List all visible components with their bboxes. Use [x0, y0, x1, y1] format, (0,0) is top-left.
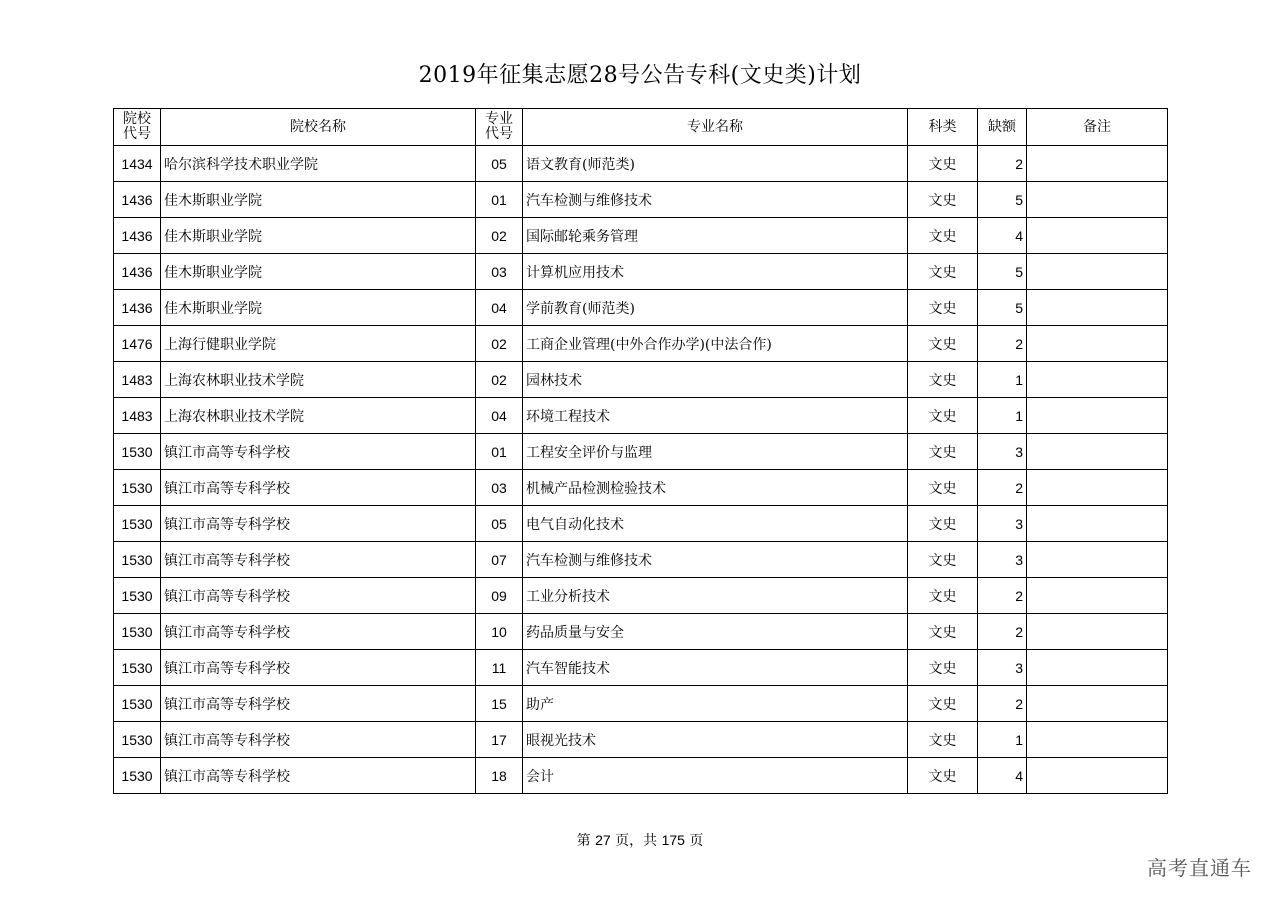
cell-note — [1027, 218, 1168, 254]
cell-school-code: 1530 — [114, 434, 161, 470]
cell-category: 文史 — [908, 146, 978, 182]
table-row — [114, 686, 1168, 722]
table-row — [114, 578, 1168, 614]
cell-category: 文史 — [908, 362, 978, 398]
header-vacancy: 缺额 — [978, 109, 1027, 146]
cell-school-code: 1436 — [114, 182, 161, 218]
table-row — [114, 434, 1168, 470]
table-row — [114, 254, 1168, 290]
cell-vacancy: 2 — [978, 614, 1027, 650]
cell-school-code: 1530 — [114, 506, 161, 542]
cell-major-code: 05 — [476, 506, 523, 542]
cell-school-name: 佳木斯职业学院 — [161, 254, 476, 290]
cell-vacancy: 3 — [978, 506, 1027, 542]
table-row — [114, 722, 1168, 758]
cell-major-name: 语文教育(师范类) — [523, 146, 908, 182]
cell-major-name: 汽车检测与维修技术 — [523, 182, 908, 218]
table-row — [114, 506, 1168, 542]
cell-major-name: 工业分析技术 — [523, 578, 908, 614]
cell-school-code: 1436 — [114, 218, 161, 254]
cell-vacancy: 1 — [978, 398, 1027, 434]
cell-category: 文史 — [908, 254, 978, 290]
watermark: 高考直通车 — [1147, 856, 1252, 880]
cell-major-name: 会计 — [523, 758, 908, 794]
header-school-code — [114, 109, 161, 146]
cell-vacancy: 2 — [978, 686, 1027, 722]
cell-vacancy: 5 — [978, 254, 1027, 290]
cell-vacancy: 3 — [978, 434, 1027, 470]
cell-major-code: 04 — [476, 290, 523, 326]
header-note: 备注 — [1027, 109, 1168, 146]
table-header-row — [114, 109, 1168, 146]
cell-category: 文史 — [908, 398, 978, 434]
cell-major-name: 学前教育(师范类) — [523, 290, 908, 326]
cell-note — [1027, 650, 1168, 686]
cell-major-code: 01 — [476, 434, 523, 470]
cell-school-name: 哈尔滨科学技术职业学院 — [161, 146, 476, 182]
footer-middle: 页，共 — [615, 833, 658, 849]
cell-note — [1027, 146, 1168, 182]
cell-major-code: 18 — [476, 758, 523, 794]
cell-school-code: 1436 — [114, 254, 161, 290]
cell-major-name: 园林技术 — [523, 362, 908, 398]
cell-note — [1027, 722, 1168, 758]
cell-category: 文史 — [908, 218, 978, 254]
cell-major-code: 15 — [476, 686, 523, 722]
table-row — [114, 290, 1168, 326]
page-footer — [0, 830, 1280, 850]
cell-category: 文史 — [908, 470, 978, 506]
header-major-code — [476, 109, 523, 146]
cell-vacancy: 2 — [978, 326, 1027, 362]
cell-school-name: 镇江市高等专科学校 — [161, 470, 476, 506]
cell-major-name: 药品质量与安全 — [523, 614, 908, 650]
cell-major-code: 03 — [476, 470, 523, 506]
cell-vacancy: 2 — [978, 470, 1027, 506]
cell-school-code: 1483 — [114, 398, 161, 434]
cell-note — [1027, 362, 1168, 398]
cell-school-name: 镇江市高等专科学校 — [161, 578, 476, 614]
cell-school-code: 1530 — [114, 758, 161, 794]
cell-major-name: 助产 — [523, 686, 908, 722]
header-school-code-text: 院校 代号 — [123, 111, 151, 142]
header-major-code-text: 专业 代号 — [485, 111, 513, 142]
cell-note — [1027, 686, 1168, 722]
cell-major-code: 02 — [476, 218, 523, 254]
cell-major-code: 02 — [476, 326, 523, 362]
cell-category: 文史 — [908, 434, 978, 470]
cell-major-code: 07 — [476, 542, 523, 578]
cell-school-name: 佳木斯职业学院 — [161, 290, 476, 326]
cell-school-name: 镇江市高等专科学校 — [161, 542, 476, 578]
cell-school-code: 1476 — [114, 326, 161, 362]
table-row — [114, 146, 1168, 182]
cell-major-name: 眼视光技术 — [523, 722, 908, 758]
cell-vacancy: 5 — [978, 290, 1027, 326]
footer-page-number: 27 — [595, 832, 611, 848]
cell-vacancy: 3 — [978, 650, 1027, 686]
cell-note — [1027, 326, 1168, 362]
cell-major-name: 机械产品检测检验技术 — [523, 470, 908, 506]
cell-school-name: 镇江市高等专科学校 — [161, 686, 476, 722]
cell-category: 文史 — [908, 758, 978, 794]
cell-note — [1027, 758, 1168, 794]
cell-school-code: 1530 — [114, 578, 161, 614]
cell-school-code: 1530 — [114, 686, 161, 722]
cell-school-name: 镇江市高等专科学校 — [161, 506, 476, 542]
cell-category: 文史 — [908, 614, 978, 650]
cell-school-code: 1530 — [114, 614, 161, 650]
table-row — [114, 614, 1168, 650]
table-row — [114, 218, 1168, 254]
cell-school-code: 1483 — [114, 362, 161, 398]
cell-school-code: 1434 — [114, 146, 161, 182]
cell-school-name: 佳木斯职业学院 — [161, 218, 476, 254]
cell-major-name: 汽车智能技术 — [523, 650, 908, 686]
cell-category: 文史 — [908, 578, 978, 614]
cell-category: 文史 — [908, 686, 978, 722]
table-row — [114, 362, 1168, 398]
table-row — [114, 398, 1168, 434]
cell-note — [1027, 506, 1168, 542]
cell-note — [1027, 290, 1168, 326]
table-row — [114, 758, 1168, 794]
cell-school-name: 上海农林职业技术学院 — [161, 398, 476, 434]
cell-category: 文史 — [908, 506, 978, 542]
cell-category: 文史 — [908, 326, 978, 362]
cell-vacancy: 4 — [978, 218, 1027, 254]
cell-major-code: 17 — [476, 722, 523, 758]
header-school-name: 院校名称 — [161, 109, 476, 146]
cell-school-name: 上海行健职业学院 — [161, 326, 476, 362]
cell-major-code: 09 — [476, 578, 523, 614]
table-row — [114, 650, 1168, 686]
cell-major-code: 11 — [476, 650, 523, 686]
cell-vacancy: 2 — [978, 146, 1027, 182]
cell-major-name: 汽车检测与维修技术 — [523, 542, 908, 578]
cell-category: 文史 — [908, 542, 978, 578]
table-body — [114, 146, 1168, 794]
cell-major-name: 环境工程技术 — [523, 398, 908, 434]
cell-major-name: 工程安全评价与监理 — [523, 434, 908, 470]
table-row — [114, 470, 1168, 506]
table-row — [114, 326, 1168, 362]
cell-major-code: 05 — [476, 146, 523, 182]
cell-vacancy: 1 — [978, 362, 1027, 398]
cell-major-name: 计算机应用技术 — [523, 254, 908, 290]
cell-school-name: 镇江市高等专科学校 — [161, 722, 476, 758]
cell-note — [1027, 542, 1168, 578]
cell-school-name: 镇江市高等专科学校 — [161, 650, 476, 686]
cell-note — [1027, 470, 1168, 506]
footer-suffix: 页 — [689, 833, 704, 849]
footer-total-pages: 175 — [661, 832, 685, 848]
cell-note — [1027, 614, 1168, 650]
plan-table — [113, 108, 1168, 794]
cell-vacancy: 1 — [978, 722, 1027, 758]
cell-category: 文史 — [908, 182, 978, 218]
cell-vacancy: 2 — [978, 578, 1027, 614]
table-row — [114, 542, 1168, 578]
cell-category: 文史 — [908, 650, 978, 686]
cell-major-name: 电气自动化技术 — [523, 506, 908, 542]
cell-major-code: 03 — [476, 254, 523, 290]
cell-major-name: 国际邮轮乘务管理 — [523, 218, 908, 254]
header-major-name: 专业名称 — [523, 109, 908, 146]
cell-school-code: 1530 — [114, 650, 161, 686]
cell-note — [1027, 398, 1168, 434]
cell-school-name: 镇江市高等专科学校 — [161, 434, 476, 470]
footer-prefix: 第 — [576, 833, 591, 849]
cell-school-code: 1530 — [114, 722, 161, 758]
cell-school-code: 1530 — [114, 542, 161, 578]
table-row — [114, 182, 1168, 218]
cell-category: 文史 — [908, 290, 978, 326]
cell-school-code: 1530 — [114, 470, 161, 506]
cell-major-code: 10 — [476, 614, 523, 650]
cell-school-code: 1436 — [114, 290, 161, 326]
cell-major-code: 04 — [476, 398, 523, 434]
cell-vacancy: 3 — [978, 542, 1027, 578]
cell-school-name: 上海农林职业技术学院 — [161, 362, 476, 398]
cell-major-code: 01 — [476, 182, 523, 218]
cell-vacancy: 4 — [978, 758, 1027, 794]
cell-school-name: 镇江市高等专科学校 — [161, 758, 476, 794]
cell-major-name: 工商企业管理(中外合作办学)(中法合作) — [523, 326, 908, 362]
cell-note — [1027, 434, 1168, 470]
cell-note — [1027, 182, 1168, 218]
header-category: 科类 — [908, 109, 978, 146]
cell-major-code: 02 — [476, 362, 523, 398]
cell-category: 文史 — [908, 722, 978, 758]
cell-vacancy: 5 — [978, 182, 1027, 218]
cell-note — [1027, 254, 1168, 290]
cell-school-name: 佳木斯职业学院 — [161, 182, 476, 218]
cell-school-name: 镇江市高等专科学校 — [161, 614, 476, 650]
cell-note — [1027, 578, 1168, 614]
page-title: 2019年征集志愿28号公告专科(文史类)计划 — [418, 63, 862, 88]
